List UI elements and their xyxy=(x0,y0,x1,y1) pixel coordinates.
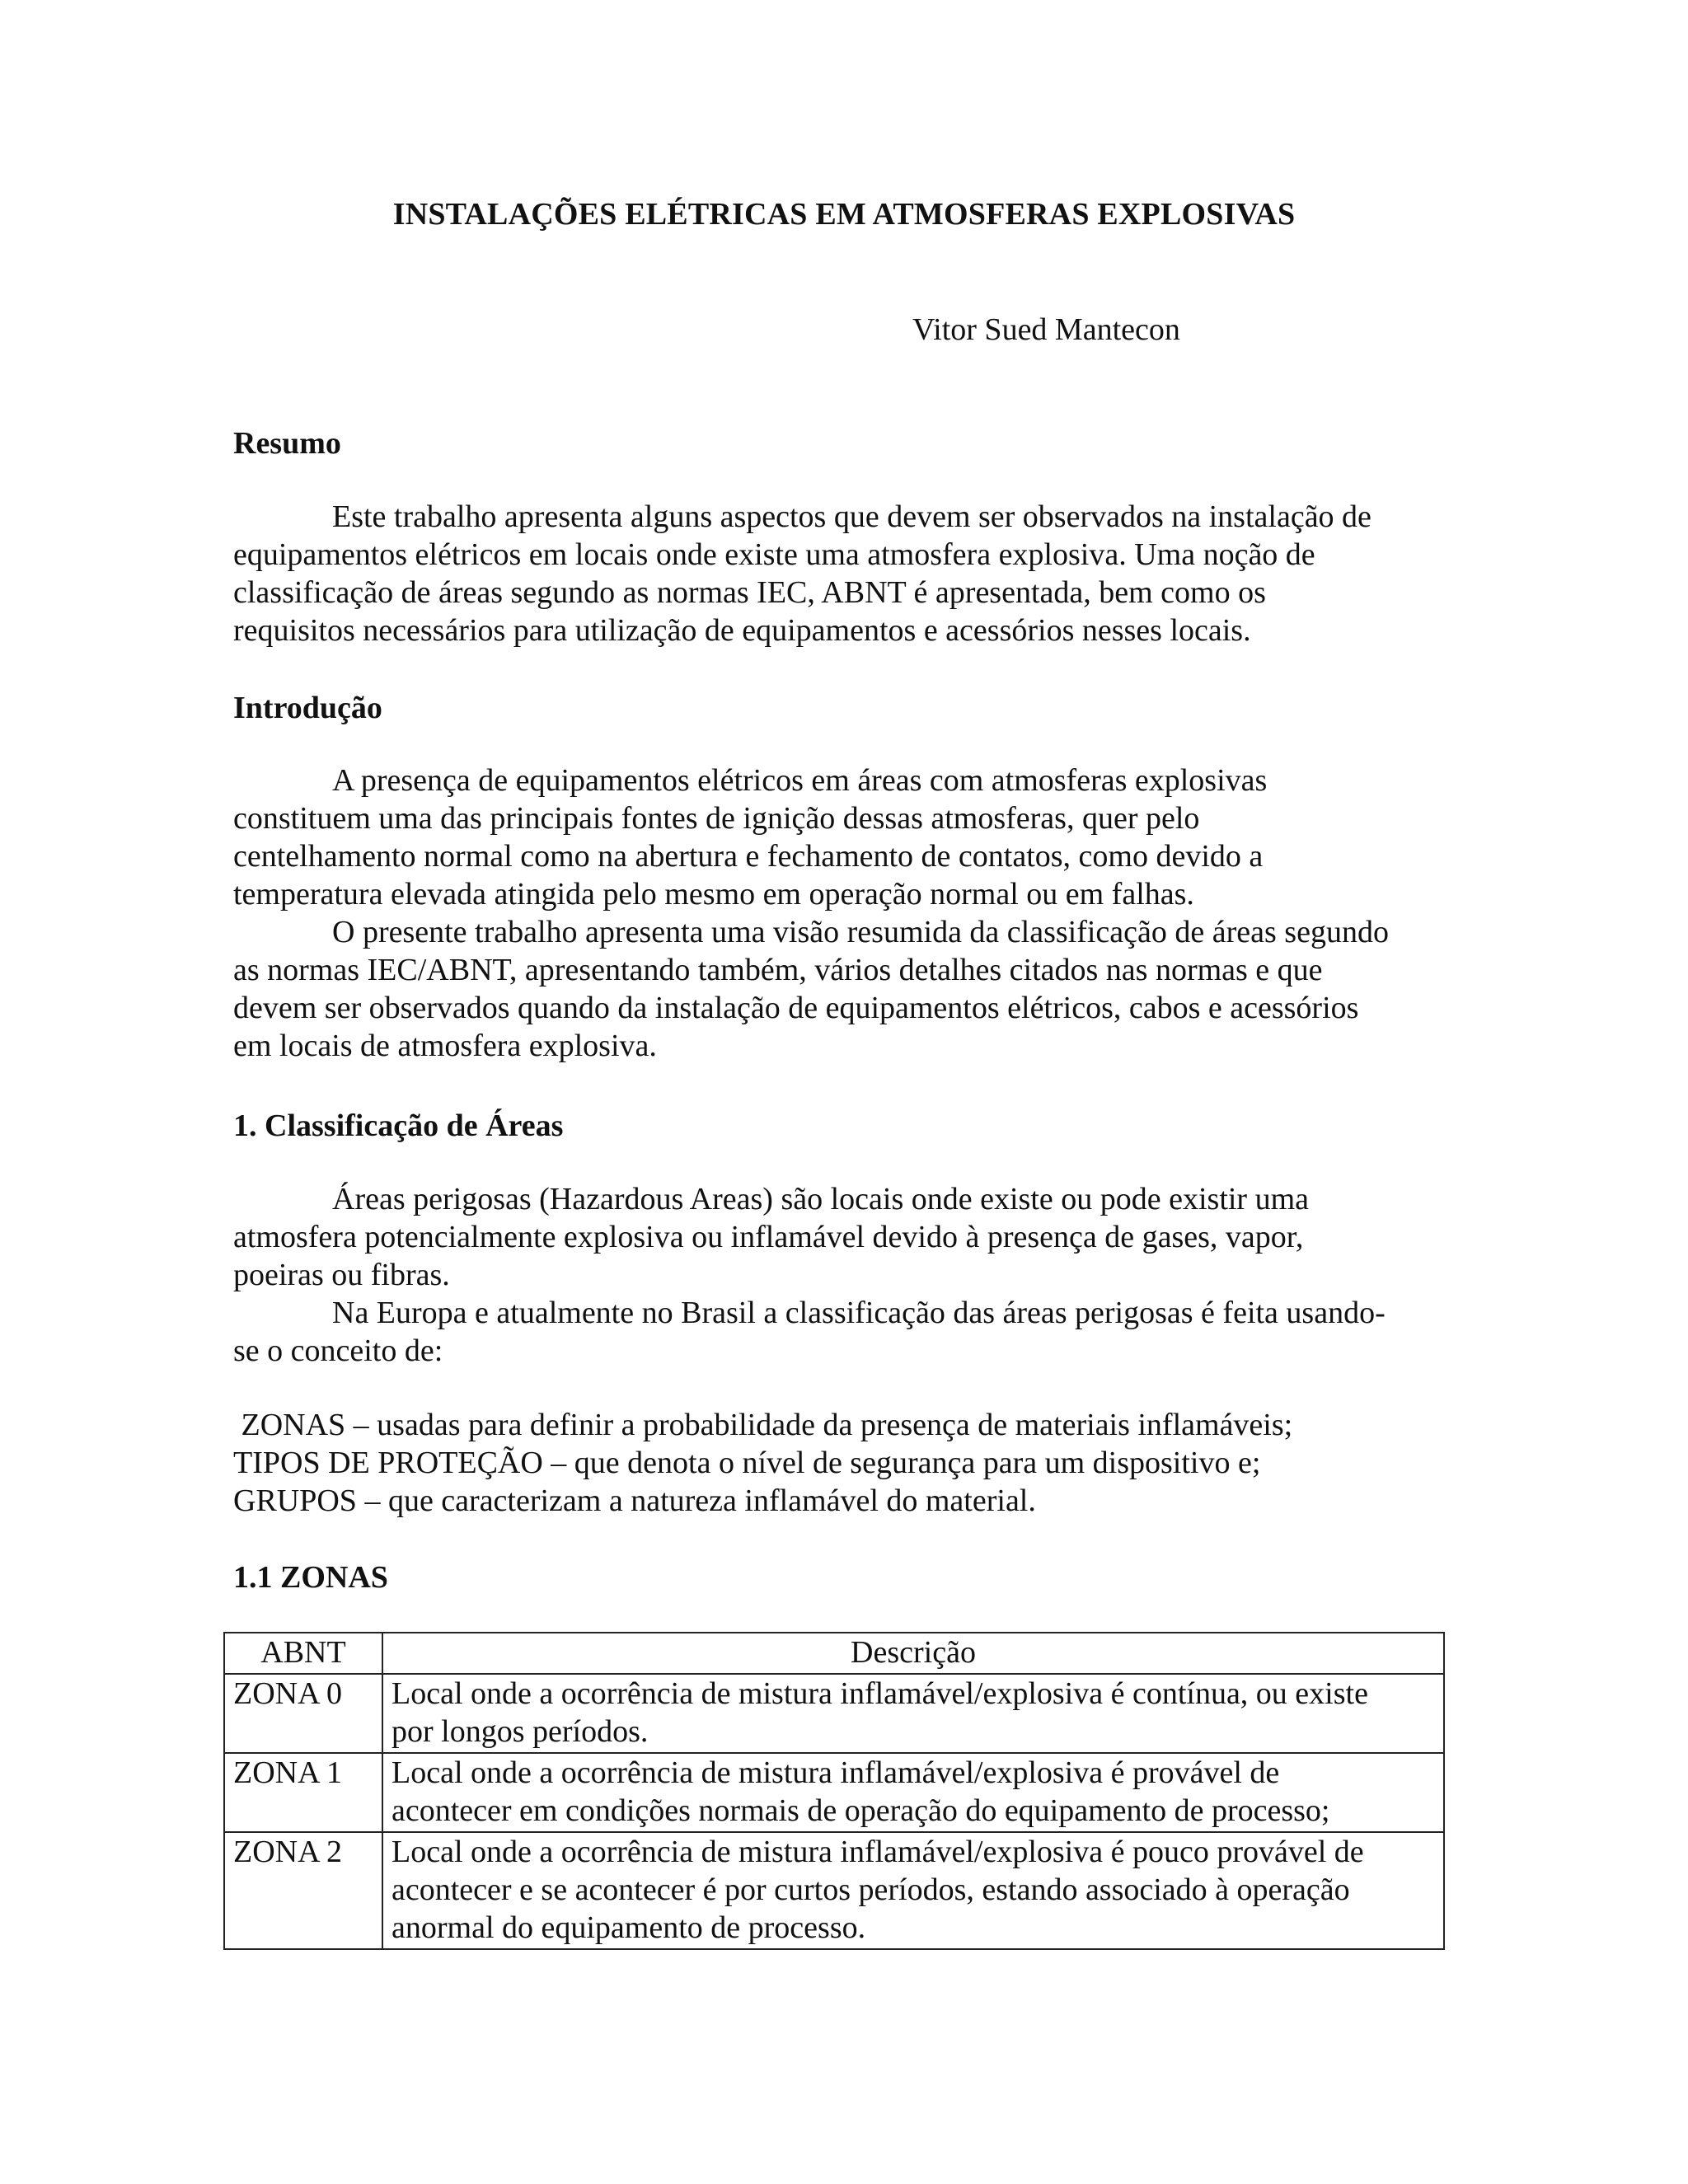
concept-zonas: ZONAS – usadas para definir a probabilidade da presença de materiais inflamáveis; xyxy=(233,1408,1293,1442)
description-line: Local onde a ocorrência de mistura inflamável/explosiva é pouco provável de xyxy=(392,1835,1364,1869)
text-line: poeiras ou fibras. xyxy=(233,1258,450,1292)
table-row xyxy=(224,1832,1444,1949)
zone-cell: ZONA 1 xyxy=(224,1753,382,1832)
zone-cell: ZONA 2 xyxy=(224,1832,382,1949)
concept-list xyxy=(233,1406,1453,1520)
description-cell xyxy=(382,1674,1444,1753)
section-heading-resumo: Resumo xyxy=(233,426,341,461)
text-line: equipamentos elétricos em locais onde existe uma atmosfera explosiva. Uma noção de xyxy=(233,537,1315,572)
table-row xyxy=(224,1674,1444,1753)
text-line: Na Europa e atualmente no Brasil a classificação das áreas perigosas é feita usando- xyxy=(332,1296,1386,1330)
table-header-row xyxy=(224,1633,1444,1674)
text-line: se o conceito de: xyxy=(233,1333,443,1368)
text-line: constituem uma das principais fontes de ignição dessas atmosferas, quer pelo xyxy=(233,801,1200,836)
description-cell xyxy=(382,1753,1444,1832)
document-author: Vitor Sued Mantecon xyxy=(912,312,1180,347)
text-line: classificação de áreas segundo as normas IEC, ABNT é apresentada, bem como os xyxy=(233,575,1266,610)
text-line: centelhamento normal como na abertura e fechamento de contatos, como devido a xyxy=(233,839,1264,874)
table-row xyxy=(224,1753,1444,1832)
text-line: devem ser observados quando da instalação de equipamentos elétricos, cabos e acessórios xyxy=(233,991,1359,1025)
description-cell xyxy=(382,1832,1444,1949)
description-line: acontecer e se acontecer é por curtos períodos, estando associado à operação xyxy=(392,1872,1350,1907)
description-line: por longos períodos. xyxy=(392,1714,649,1749)
zones-table xyxy=(223,1632,1445,1950)
section-heading-classificacao: 1. Classificação de Áreas xyxy=(233,1108,564,1143)
text-line: em locais de atmosfera explosiva. xyxy=(233,1029,657,1063)
column-header-descricao: Descrição xyxy=(382,1633,1444,1674)
text-line: atmosfera potencialmente explosiva ou inflamável devido à presença de gases, vapor, xyxy=(233,1220,1304,1254)
paragraph-introducao xyxy=(233,762,1453,1065)
paragraph-classificacao xyxy=(233,1180,1453,1370)
text-line: requisitos necessários para utilização de equipamentos e acessórios nesses locais. xyxy=(233,613,1251,648)
text-line: O presente trabalho apresenta uma visão resumida da classificação de áreas segundo xyxy=(332,915,1389,949)
section-heading-zonas: 1.1 ZONAS xyxy=(233,1560,388,1595)
zone-cell: ZONA 0 xyxy=(224,1674,382,1753)
description-line: Local onde a ocorrência de mistura inflamável/explosiva é provável de xyxy=(392,1755,1280,1790)
section-heading-introducao: Introdução xyxy=(233,691,382,725)
description-line: acontecer em condições normais de operação do equipamento de processo; xyxy=(392,1793,1330,1828)
concept-grupos: GRUPOS – que caracterizam a natureza inflamável do material. xyxy=(233,1483,1036,1518)
paragraph-resumo xyxy=(233,498,1453,649)
document-title: INSTALAÇÕES ELÉTRICAS EM ATMOSFERAS EXPLOSIVAS xyxy=(392,197,1296,232)
text-line: as normas IEC/ABNT, apresentando também, vários detalhes citados nas normas e que xyxy=(233,953,1323,987)
text-line: Áreas perigosas (Hazardous Areas) são locais onde existe ou pode existir uma xyxy=(332,1182,1310,1216)
concept-tipos-de-protecao: TIPOS DE PROTEÇÃO – que denota o nível de segurança para um dispositivo e; xyxy=(233,1446,1261,1480)
text-line: A presença de equipamentos elétricos em áreas com atmosferas explosivas xyxy=(332,763,1268,798)
description-line: anormal do equipamento de processo. xyxy=(392,1910,866,1945)
column-header-abnt: ABNT xyxy=(224,1633,382,1674)
text-line: temperatura elevada atingida pelo mesmo em operação normal ou em falhas. xyxy=(233,877,1194,912)
description-line: Local onde a ocorrência de mistura inflamável/explosiva é contínua, ou existe xyxy=(392,1676,1368,1711)
text-line: Este trabalho apresenta alguns aspectos que devem ser observados na instalação de xyxy=(332,499,1372,534)
